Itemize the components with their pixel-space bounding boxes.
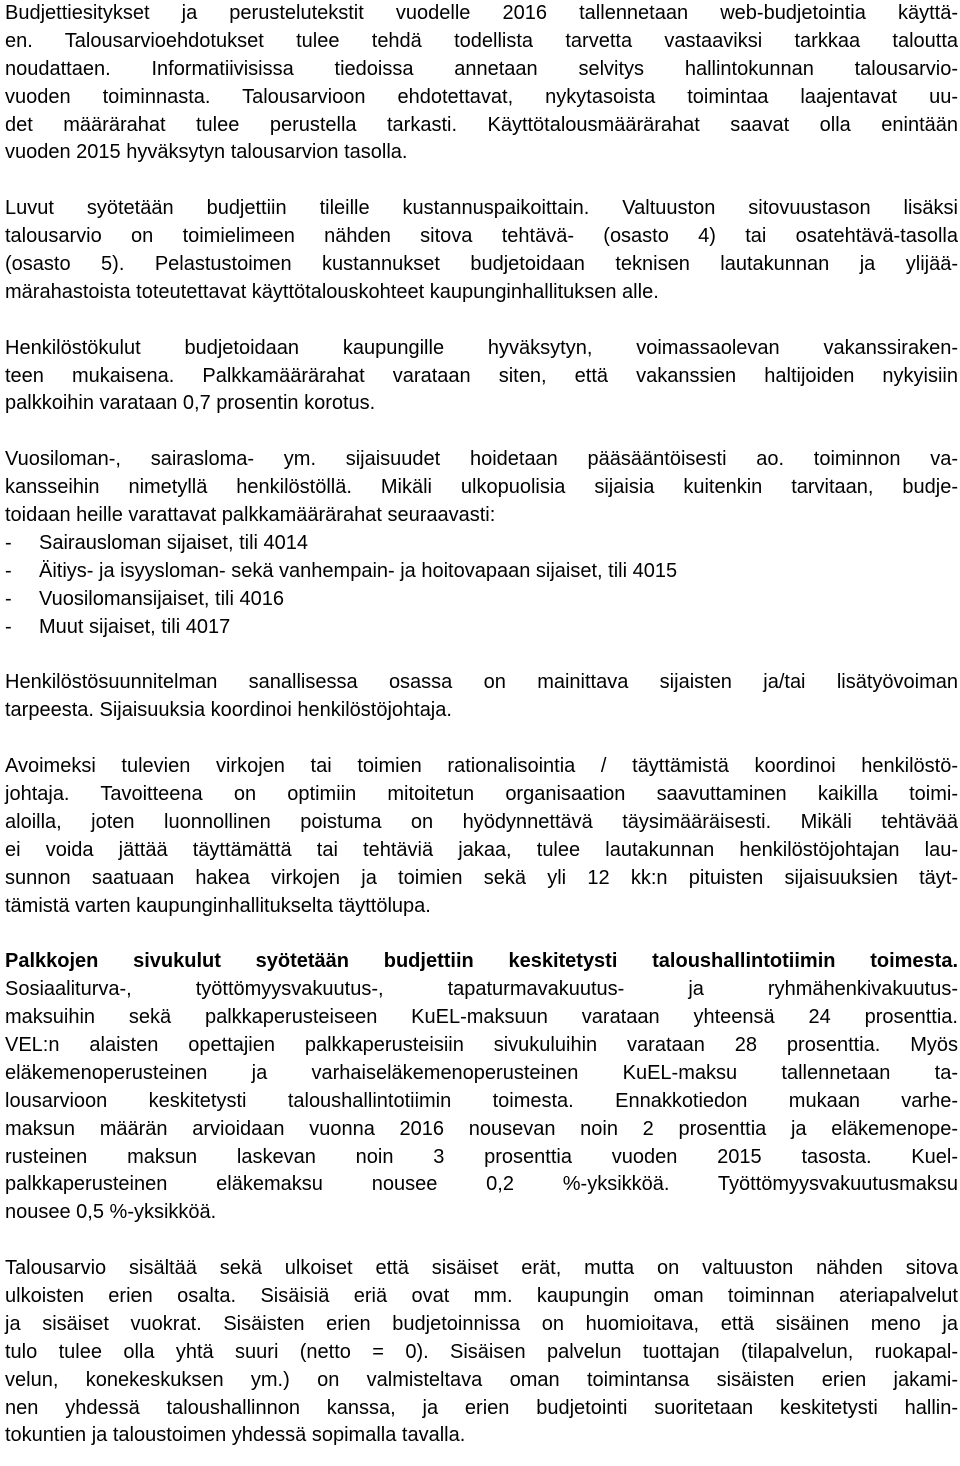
text-line: Henkilöstökulut budjetoidaan kaupungille hyväksytyn, voimassaolevan vakanssiraken-: [5, 336, 958, 359]
text-line: maksuihin sekä palkkaperusteiseen KuEL-maksuun varataan yhteensä 24 prosenttia.: [5, 1006, 958, 1029]
paragraph-substitutes: [5, 446, 958, 641]
section-heading: Palkkojen sivukulut syötetään budjettiin keskitetysti taloushallintotiimin toimesta.: [5, 950, 958, 973]
text-line: Henkilöstösuunnitelman sanallisessa osassa on mainittava sijaisten ja/tai lisätyövoiman: [5, 671, 958, 694]
text-line: velun, konekeskuksen ym.) on valmisteltava oman toimintansa sisäisten erien jakami-: [5, 1368, 958, 1391]
text-line: vuoden 2015 hyväksytyn talousarvion tasolla.: [5, 141, 408, 164]
text-line: johtaja. Tavoitteena on optimiin mitoitetun organisaation saavuttaminen kaikilla toimi-: [5, 782, 958, 805]
text-line: märahastoista toteutettavat käyttötalouskohteet kaupunginhallituksen alle.: [5, 280, 659, 303]
text-line: Sosiaaliturva-, työttömyysvakuutus-, tapaturmavakuutus- ja ryhmähenkivakuutus-: [5, 978, 958, 1001]
list-item: [5, 614, 958, 642]
list-item-text: Vuosilomansijaiset, tili 4016: [39, 587, 284, 610]
text-line: (osasto 5). Pelastustoimen kustannukset budjetoidaan teknisen lautakunnan ja ylijää-: [5, 253, 958, 276]
text-line: det määrärahat tulee perustella tarkasti. Käyttötalousmäärärahat saavat olla enintään: [5, 113, 958, 136]
text-line: Talousarvio sisältää sekä ulkoiset että sisäiset erät, mutta on valtuuston nähden sitova: [5, 1257, 958, 1280]
list-dash: -: [5, 559, 12, 582]
text-line: tarpeesta. Sijaisuuksia koordinoi henkilöstöjohtaja.: [5, 699, 452, 722]
text-line: toidaan heille varattavat palkkamäärärahat seuraavasti:: [5, 504, 496, 527]
list-dash: -: [5, 531, 12, 554]
paragraph-cost-centers: [5, 195, 958, 307]
paragraph-vacancies: [5, 753, 958, 920]
paragraph-budget-submission: [5, 0, 958, 167]
list-item-text: Äitiys- ja isyysloman- sekä vanhempain- ja hoitovapaan sijaiset, tili 4015: [39, 559, 678, 582]
text-line: vuoden toiminnasta. Talousarvioon ehdotettavat, nykytasoista toimintaa laajentavat uu-: [5, 85, 958, 108]
text-line: Vuosiloman-, sairasloma- ym. sijaisuudet hoidetaan pääsääntöisesti ao. toiminnon va-: [5, 448, 958, 471]
paragraph-internal-items: [5, 1255, 958, 1450]
text-line: ulkoisten erien osalta. Sisäisiä eriä ovat mm. kaupungin oman toiminnan ateriapalvelut: [5, 1284, 958, 1307]
paragraph-payroll-overheads: [5, 948, 958, 1227]
text-line: teen mukaisena. Palkkamäärärahat varataan siten, että vakanssien haltijoiden nykyisiin: [5, 364, 958, 387]
text-line: tokuntien ja taloustoimen yhdessä sopimalla tavalla.: [5, 1424, 466, 1447]
text-line: palkkoihin varataan 0,7 prosentin korotus.: [5, 392, 376, 415]
text-line: aloilla, joten luonnollinen poistuma on hyödynnettävä täysimääräisesti. Mikäli tehtävää: [5, 810, 958, 833]
text-line: ei voida jättää täyttämättä tai tehtäviä jakaa, tulee lautakunnan henkilöstöjohtajan lau-: [5, 838, 958, 861]
list-item: [5, 530, 958, 558]
text-line: ja sisäiset vuokrat. Sisäisten erien budjetoinnissa on huomioitava, että sisäinen meno ja: [5, 1312, 958, 1335]
list-item-text: Muut sijaiset, tili 4017: [39, 615, 231, 638]
list-item: [5, 558, 958, 586]
text-line: eläkemenoperusteinen ja varhaiseläkemenoperusteinen KuEL-maksu tallennetaan ta-: [5, 1061, 958, 1084]
text-line: noudattaen. Informatiivisissa tiedoissa annetaan selvitys hallintokunnan talousarvio-: [5, 57, 958, 80]
text-line: sunnon saatuaan hakea virkojen ja toimien sekä yli 12 kk:n pituisten sijaisuuksien täyt-: [5, 866, 958, 889]
text-line: nen yhdessä taloushallinnon kanssa, ja erien budjetointi suoritetaan keskitetysti hallin-: [5, 1396, 958, 1419]
text-line: Luvut syötetään budjettiin tileille kustannuspaikoittain. Valtuuston sitovuustason lisäksi: [5, 197, 958, 220]
text-line: lousarvioon keskitetysti taloushallintotiimin toimesta. Ennakkotiedon mukaan varhe-: [5, 1089, 958, 1112]
text-line: rusteinen maksun laskevan noin 3 prosenttia vuoden 2015 tasosta. Kuel-: [5, 1145, 958, 1168]
list-dash: -: [5, 587, 12, 610]
text-line: kansseihin nimetyllä henkilöstöllä. Mikäli ulkopuolisia sijaisia kuitenkin tarvitaan, budje-: [5, 476, 958, 499]
text-line: tämistä varten kaupunginhallitukselta täyttölupa.: [5, 894, 431, 917]
paragraph-personnel-plan: [5, 669, 958, 725]
text-line: maksun määrän arvioidaan vuonna 2016 nousevan noin 2 prosenttia ja eläkemenope-: [5, 1117, 958, 1140]
list-dash: -: [5, 615, 12, 638]
list-item: [5, 586, 958, 614]
text-line: nousee 0,5 %-yksikköä.: [5, 1201, 217, 1224]
text-line: palkkaperusteinen eläkemaksu nousee 0,2 %-yksikköä. Työttömyysvakuutusmaksu: [5, 1173, 958, 1196]
text-line: talousarvio on toimielimeen nähden sitova tehtävä- (osasto 4) tai osatehtävä-tasolla: [5, 225, 958, 248]
text-line: tulo tulee olla yhtä suuri (netto = 0). Sisäisen palvelun tuottajan (tilapalvelun, ruokapal-: [5, 1340, 958, 1363]
text-line: Budjettiesitykset ja perustelutekstit vuodelle 2016 tallennetaan web-budjetointia käyttä-: [5, 2, 958, 24]
text-line: en. Talousarvioehdotukset tulee tehdä todellista tarvetta vastaaviksi tarkkaa taloutta: [5, 29, 958, 52]
paragraph-personnel-costs: [5, 335, 958, 419]
list-item-text: Sairausloman sijaiset, tili 4014: [39, 531, 309, 554]
text-line: Avoimeksi tulevien virkojen tai toimien rationalisointia / täyttämistä koordinoi henkilöstö-: [5, 755, 958, 778]
text-line: VEL:n alaisten opettajien palkkaperusteisiin sivukuluihin varataan 28 prosenttia. Myös: [5, 1033, 958, 1056]
